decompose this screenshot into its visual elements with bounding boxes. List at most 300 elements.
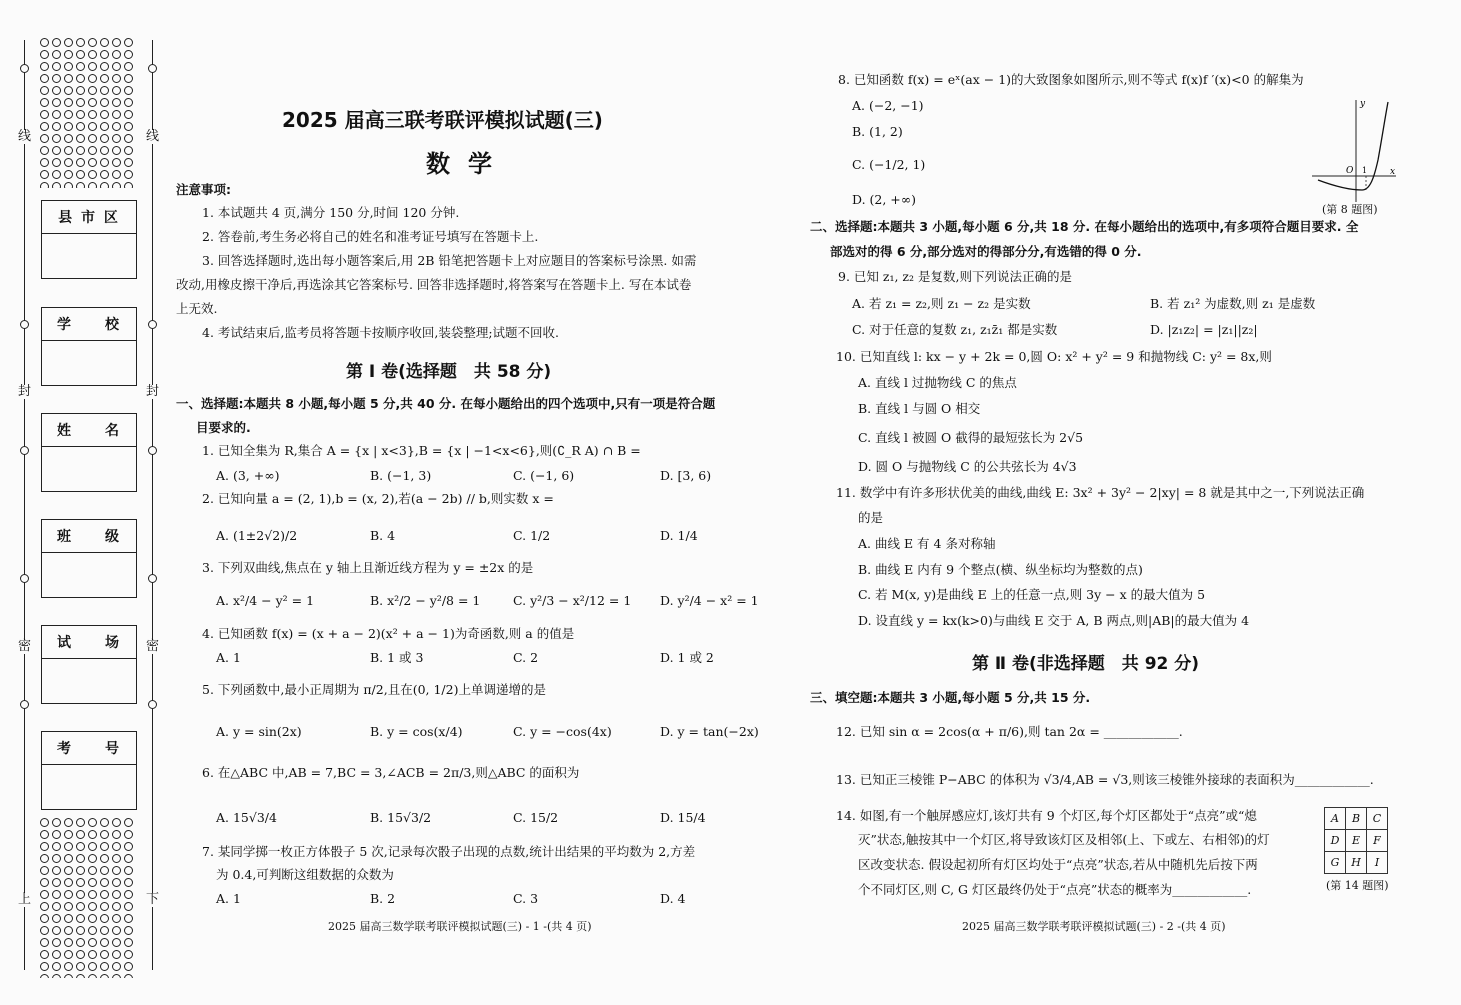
binding-hole (20, 320, 29, 329)
option-c: C. y²/3 − x²/12 = 1 (513, 593, 632, 608)
binding-dot (112, 50, 121, 59)
binding-dot (112, 842, 121, 851)
binding-dot (88, 62, 97, 71)
exam-title: 2025 届高三联考联评模拟试题(三) (282, 108, 603, 132)
binding-dot (88, 974, 97, 978)
binding-dot (52, 110, 61, 119)
id-field-exam-number (41, 731, 137, 810)
option-d: D. 15/4 (660, 810, 706, 825)
question-stem: 3. 下列双曲线,焦点在 y 轴上且渐近线方程为 y = ±2x 的是 (202, 560, 534, 575)
binding-dot (100, 914, 109, 923)
binding-dot (112, 830, 121, 839)
binding-dot (64, 890, 73, 899)
question-line: 灭”状态,触按其中一个灯区,将导致该灯区及相邻(上、下或左、右相邻)的灯 (858, 832, 1270, 847)
binding-dot (76, 974, 85, 978)
question-stem: 4. 已知函数 f(x) = (x + a − 2)(x² + a − 1)为奇函数,则 a 的值是 (202, 626, 575, 641)
binding-dot (64, 914, 73, 923)
binding-dot (40, 878, 49, 887)
option-b: B. 直线 l 与圆 O 相交 (858, 401, 981, 416)
binding-dot (64, 158, 73, 167)
binding-dot (64, 38, 73, 47)
option-d: D. 圆 O 与抛物线 C 的公共弦长为 4√3 (858, 459, 1077, 474)
option-c: C. 15/2 (513, 810, 559, 825)
binding-dot (76, 38, 85, 47)
binding-dot (52, 50, 61, 59)
binding-dot (52, 158, 61, 167)
binding-dot (64, 878, 73, 887)
binding-dot (124, 854, 133, 863)
light-cell: H (1346, 852, 1367, 874)
binding-dot (88, 950, 97, 959)
side-char: 线 (146, 129, 160, 144)
side-char: 密 (146, 639, 160, 654)
option-a: A. (1±2√2)/2 (216, 528, 298, 543)
curve (1318, 102, 1388, 190)
binding-dot (52, 62, 61, 71)
binding-dot (88, 182, 97, 188)
question-line: 14. 如图,有一个触屏感应灯,该灯共有 9 个灯区,每个灯区都处于“点亮”或“熄 (836, 808, 1257, 823)
option-d: D. 1 或 2 (660, 650, 714, 665)
binding-dot (64, 818, 73, 827)
option-a: A. (3, +∞) (216, 468, 280, 483)
binding-dot (76, 890, 85, 899)
binding-dot (124, 830, 133, 839)
binding-dot (88, 830, 97, 839)
option-b: B. 15√3/2 (370, 810, 432, 825)
binding-dot (100, 182, 109, 188)
question-stem: 的是 (858, 510, 884, 525)
binding-dot (124, 914, 133, 923)
q8-figure-caption: (第 8 题图) (1322, 203, 1378, 216)
option-d: D. (2, +∞) (852, 192, 917, 207)
binding-dot (76, 98, 85, 107)
fig-label-1: 1 (1362, 166, 1368, 175)
binding-dot (64, 86, 73, 95)
binding-dot (124, 86, 133, 95)
section3-header: 三、填空题:本题共 3 小题,每小题 5 分,共 15 分. (810, 690, 1091, 705)
side-char: 下 (146, 892, 160, 907)
question-stem: 11. 数学中有许多形状优美的曲线,曲线 E: 3x² + 3y² − 2|xy| = 8 就是其中之一,下列说法正确 (836, 485, 1365, 500)
binding-dot (64, 974, 73, 978)
option-c: C. 3 (513, 891, 539, 906)
binding-dot (76, 818, 85, 827)
binding-dot (64, 902, 73, 911)
light-cell: I (1367, 852, 1388, 874)
cut-line-left (24, 40, 25, 970)
binding-dot (100, 866, 109, 875)
binding-dot (100, 110, 109, 119)
binding-dot (100, 938, 109, 947)
binding-dot (112, 110, 121, 119)
binding-dot (88, 818, 97, 827)
binding-hole (148, 446, 157, 455)
binding-dot (40, 950, 49, 959)
binding-hole (20, 700, 29, 709)
binding-dot (100, 146, 109, 155)
binding-dot (64, 866, 73, 875)
binding-dot (64, 938, 73, 947)
binding-dot (112, 86, 121, 95)
option-c: C. (−1, 6) (513, 468, 575, 483)
binding-dot (40, 158, 49, 167)
light-grid (1324, 807, 1388, 874)
question-stem: 1. 已知全集为 R,集合 A = {x | x<3},B = {x | −1<x<6},则(∁_R A) ∩ B = (202, 443, 641, 458)
binding-dot (40, 74, 49, 83)
section2-header: 二、选择题:本题共 3 小题,每小题 6 分,共 18 分. 在每小题给出的选项中,有多项符合题目要求. 全 (810, 219, 1359, 234)
light-cell: D (1325, 830, 1346, 852)
binding-dot (52, 182, 61, 188)
option-a: A. 1 (216, 650, 241, 665)
fig-label-o: O (1346, 166, 1354, 176)
binding-dot (124, 902, 133, 911)
binding-dot (88, 962, 97, 971)
id-field-name (41, 413, 137, 492)
id-field-label: 学 校 (42, 308, 136, 341)
option-d: D. 4 (660, 891, 686, 906)
binding-dot (112, 914, 121, 923)
dot-pattern-top (40, 38, 140, 188)
option-b: B. 曲线 E 内有 9 个整点(横、纵坐标均为整数的点) (858, 562, 1143, 577)
binding-dot (76, 878, 85, 887)
option-a: A. 1 (216, 891, 241, 906)
binding-dot (40, 182, 49, 188)
binding-dot (52, 950, 61, 959)
id-field-label: 姓 名 (42, 414, 136, 447)
binding-dot (112, 854, 121, 863)
binding-dot (88, 134, 97, 143)
binding-dot (52, 842, 61, 851)
binding-dot (112, 74, 121, 83)
binding-dot (100, 170, 109, 179)
binding-dot (52, 86, 61, 95)
light-cell: B (1346, 808, 1367, 830)
binding-dot (124, 974, 133, 978)
binding-dot (64, 134, 73, 143)
binding-dot (64, 170, 73, 179)
binding-dot (100, 842, 109, 851)
binding-dot (40, 50, 49, 59)
binding-dot (64, 830, 73, 839)
notice-line: 上无效. (176, 301, 218, 316)
binding-dot (76, 854, 85, 863)
binding-dot (88, 74, 97, 83)
id-field-label: 县 市 区 (42, 201, 136, 234)
light-cell: E (1346, 830, 1367, 852)
binding-dot (52, 866, 61, 875)
binding-dot (112, 962, 121, 971)
binding-dot (52, 170, 61, 179)
option-c: C. 2 (513, 650, 539, 665)
binding-dot (124, 98, 133, 107)
binding-dot (76, 62, 85, 71)
binding-dot (88, 866, 97, 875)
side-char: 线 (18, 129, 32, 144)
binding-dot (64, 854, 73, 863)
question-stem: 8. 已知函数 f(x) = eˣ(ax − 1)的大致图象如图所示,则不等式 f(x)f ′(x)<0 的解集为 (838, 72, 1304, 87)
binding-dot (52, 974, 61, 978)
binding-dot (76, 158, 85, 167)
option-a: A. 曲线 E 有 4 条对称轴 (858, 536, 996, 551)
binding-dot (76, 950, 85, 959)
option-a: A. y = sin(2x) (216, 724, 302, 739)
question-13: 13. 已知正三棱锥 P−ABC 的体积为 √3/4,AB = √3,则该三棱锥外接球的表面积为____________. (836, 772, 1374, 787)
binding-dot (88, 878, 97, 887)
id-field-county (41, 200, 137, 279)
binding-dot (100, 38, 109, 47)
option-d: D. y = tan(−2x) (660, 724, 759, 739)
binding-dot (40, 938, 49, 947)
binding-hole (20, 446, 29, 455)
binding-dot (88, 122, 97, 131)
binding-dot (100, 62, 109, 71)
binding-dot (76, 86, 85, 95)
binding-dot (100, 962, 109, 971)
dot-pattern-bottom (40, 818, 140, 978)
binding-dot (112, 146, 121, 155)
binding-dot (100, 974, 109, 978)
binding-hole (148, 700, 157, 709)
page-footer: 2025 届高三数学联考联评模拟试题(三) - 1 -(共 4 页) (328, 920, 592, 933)
binding-dot (64, 842, 73, 851)
option-a: A. 直线 l 过抛物线 C 的焦点 (858, 375, 1017, 390)
binding-dot (40, 830, 49, 839)
binding-dot (100, 98, 109, 107)
binding-dot (64, 182, 73, 188)
binding-dot (40, 110, 49, 119)
binding-dot (124, 950, 133, 959)
binding-dot (52, 134, 61, 143)
binding-dot (100, 86, 109, 95)
binding-dot (100, 926, 109, 935)
binding-dot (112, 38, 121, 47)
binding-dot (88, 854, 97, 863)
binding-dot (76, 134, 85, 143)
binding-hole (148, 320, 157, 329)
notice-line: 3. 回答选择题时,选出每小题答案后,用 2B 铅笔把答题卡上对应题目的答案标号涂黑. 如需 (202, 253, 697, 268)
binding-dot (100, 134, 109, 143)
section2-header: 部选对的得 6 分,部分选对的得部分分,有选错的得 0 分. (830, 244, 1142, 259)
side-char: 上 (18, 892, 32, 907)
question-line: 区改变状态. 假设起初所有灯区均处于“点亮”状态,若从中随机先后按下两 (858, 857, 1258, 872)
binding-dot (88, 914, 97, 923)
binding-dot (88, 158, 97, 167)
id-field-label: 班 级 (42, 520, 136, 553)
binding-dot (76, 170, 85, 179)
binding-dot (100, 50, 109, 59)
binding-dot (64, 962, 73, 971)
binding-dot (40, 962, 49, 971)
binding-dot (52, 914, 61, 923)
binding-dot (88, 890, 97, 899)
binding-dot (124, 122, 133, 131)
question-stem: 10. 已知直线 l: kx − y + 2k = 0,圆 O: x² + y² = 9 和抛物线 C: y² = 8x,则 (836, 349, 1272, 364)
binding-dot (112, 134, 121, 143)
light-cell: F (1367, 830, 1388, 852)
binding-dot (76, 830, 85, 839)
binding-dot (64, 62, 73, 71)
option-d: D. [3, 6) (660, 468, 712, 483)
binding-dot (112, 902, 121, 911)
binding-dot (76, 122, 85, 131)
binding-dot (40, 122, 49, 131)
subject-title: 数学 (426, 150, 510, 178)
binding-dot (76, 938, 85, 947)
binding-dot (88, 38, 97, 47)
binding-dot (52, 74, 61, 83)
binding-dot (124, 110, 133, 119)
binding-dot (76, 866, 85, 875)
side-char: 密 (18, 639, 32, 654)
option-d: D. y²/4 − x² = 1 (660, 593, 759, 608)
page-footer: 2025 届高三数学联考联评模拟试题(三) - 2 -(共 4 页) (962, 920, 1226, 933)
binding-dot (112, 122, 121, 131)
option-b: B. y = cos(x/4) (370, 724, 463, 739)
question-stem: 6. 在△ABC 中,AB = 7,BC = 3,∠ACB = 2π/3,则△ABC 的面积为 (202, 765, 580, 780)
binding-dot (124, 182, 133, 188)
id-field-class (41, 519, 137, 598)
binding-dot (64, 74, 73, 83)
binding-dot (64, 98, 73, 107)
binding-dot (88, 842, 97, 851)
binding-dot (64, 122, 73, 131)
binding-dot (64, 950, 73, 959)
q14-figure-caption: (第 14 题图) (1326, 879, 1389, 892)
binding-dot (88, 170, 97, 179)
binding-hole (20, 64, 29, 73)
binding-dot (76, 146, 85, 155)
option-d: D. |z₁z₂| = |z₁||z₂| (1150, 322, 1258, 337)
option-a: A. (−2, −1) (852, 98, 924, 113)
id-field-label: 试 场 (42, 626, 136, 659)
binding-dot (124, 170, 133, 179)
binding-dot (100, 878, 109, 887)
binding-dot (52, 146, 61, 155)
section1-header: 一、选择题:本题共 8 小题,每小题 5 分,共 40 分. 在每小题给出的四个选项中,只有一项是符合题 (176, 396, 716, 411)
binding-hole (148, 574, 157, 583)
binding-dot (124, 146, 133, 155)
binding-dot (52, 878, 61, 887)
option-b: B. 2 (370, 891, 396, 906)
option-c: C. 直线 l 被圆 O 截得的最短弦长为 2√5 (858, 430, 1084, 445)
q8-function-graph (1310, 94, 1400, 204)
binding-dot (112, 158, 121, 167)
binding-dot (52, 818, 61, 827)
binding-dot (100, 74, 109, 83)
binding-dot (64, 50, 73, 59)
binding-dot (52, 122, 61, 131)
binding-dot (40, 854, 49, 863)
binding-dot (40, 38, 49, 47)
binding-dot (100, 854, 109, 863)
id-field-school (41, 307, 137, 386)
binding-dot (112, 950, 121, 959)
binding-dot (52, 830, 61, 839)
binding-dot (40, 170, 49, 179)
binding-dot (124, 878, 133, 887)
fig-label-y: y (1360, 99, 1366, 109)
binding-dot (40, 926, 49, 935)
binding-dot (40, 866, 49, 875)
binding-dot (40, 890, 49, 899)
binding-dot (52, 98, 61, 107)
binding-dot (100, 890, 109, 899)
binding-dot (40, 86, 49, 95)
side-char: 封 (146, 384, 160, 399)
fig-label-x: x (1390, 167, 1396, 177)
id-field-label: 考 号 (42, 732, 136, 765)
option-b: B. (1, 2) (852, 124, 903, 139)
binding-dot (124, 926, 133, 935)
option-a: A. x²/4 − y² = 1 (216, 593, 315, 608)
option-d: D. 设直线 y = kx(k>0)与曲线 E 交于 A, B 两点,则|AB|的最大值为 4 (858, 613, 1250, 628)
binding-dot (124, 818, 133, 827)
option-c: C. 对于任意的复数 z₁, z₁z̄₁ 都是实数 (852, 322, 1058, 337)
binding-dot (88, 938, 97, 947)
option-b: B. 若 z₁² 为虚数,则 z₁ 是虚数 (1150, 296, 1316, 311)
binding-dot (76, 902, 85, 911)
binding-hole (20, 574, 29, 583)
binding-dot (100, 902, 109, 911)
section1-header: 目要求的. (196, 420, 251, 435)
option-a: A. 若 z₁ = z₂,则 z₁ − z₂ 是实数 (852, 296, 1031, 311)
question-stem: 2. 已知向量 a = (2, 1),b = (x, 2),若(a − 2b) // b,则实数 x = (202, 491, 554, 506)
side-char: 封 (18, 384, 32, 399)
option-c: C. y = −cos(4x) (513, 724, 612, 739)
binding-dot (124, 962, 133, 971)
option-b: B. 4 (370, 528, 396, 543)
binding-dot (88, 50, 97, 59)
binding-dot (40, 146, 49, 155)
binding-dot (88, 110, 97, 119)
binding-dot (112, 98, 121, 107)
part2-heading: 第 Ⅱ 卷(非选择题 共 92 分) (972, 654, 1200, 674)
binding-dot (64, 110, 73, 119)
binding-hole (148, 64, 157, 73)
binding-dot (100, 122, 109, 131)
binding-dot (40, 98, 49, 107)
binding-dot (112, 170, 121, 179)
binding-dot (124, 158, 133, 167)
notice-line: 2. 答卷前,考生务必将自己的姓名和准考证号填写在答题卡上. (202, 229, 539, 244)
light-cell: C (1367, 808, 1388, 830)
option-b: B. (−1, 3) (370, 468, 432, 483)
binding-dot (100, 158, 109, 167)
binding-dot (76, 962, 85, 971)
binding-dot (64, 146, 73, 155)
binding-dot (124, 62, 133, 71)
part1-heading: 第 Ⅰ 卷(选择题 共 58 分) (346, 362, 552, 382)
binding-dot (124, 134, 133, 143)
binding-dot (112, 866, 121, 875)
light-cell: A (1325, 808, 1346, 830)
binding-dot (76, 926, 85, 935)
binding-dot (88, 86, 97, 95)
binding-dot (124, 842, 133, 851)
question-line: 个不同灯区,则 C, G 灯区最终仍处于“点亮”状态的概率为____________. (858, 882, 1252, 897)
binding-dot (52, 854, 61, 863)
option-a: A. 15√3/4 (216, 810, 277, 825)
id-field-exam-room (41, 625, 137, 704)
option-b: B. x²/2 − y²/8 = 1 (370, 593, 481, 608)
binding-dot (112, 890, 121, 899)
binding-dot (40, 974, 49, 978)
binding-dot (52, 902, 61, 911)
binding-dot (76, 914, 85, 923)
option-c: C. 1/2 (513, 528, 551, 543)
question-12: 12. 已知 sin α = 2cos(α + π/6),则 tan 2α = ____________. (836, 724, 1183, 739)
binding-dot (76, 110, 85, 119)
binding-dot (100, 818, 109, 827)
